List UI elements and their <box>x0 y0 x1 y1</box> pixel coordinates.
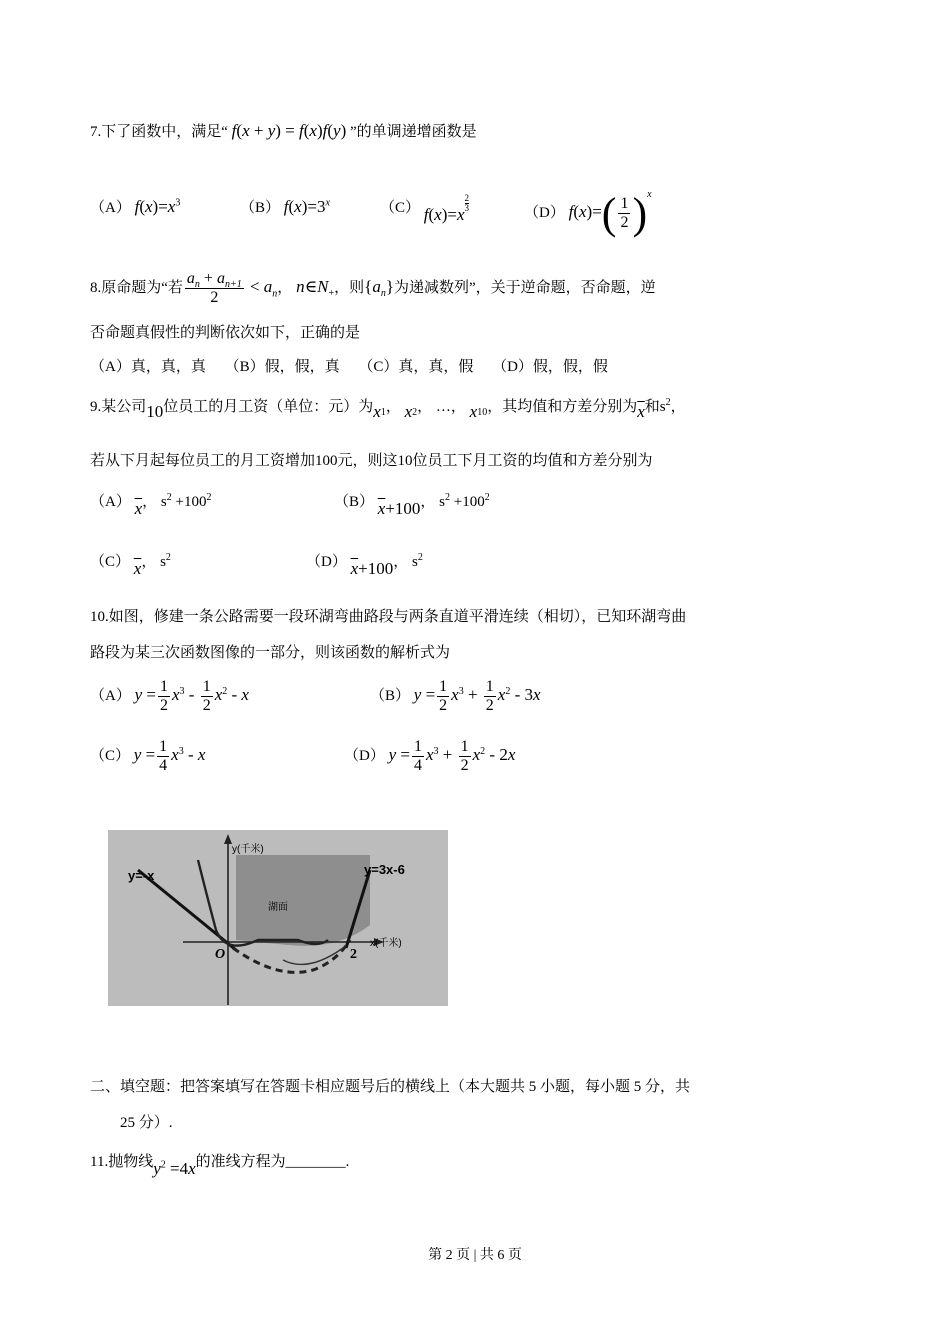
label-y-neg-x: y=-x <box>128 868 155 883</box>
q8-stem-suffix: 为递减数列”，关于逆命题，否命题，逆 <box>394 279 656 296</box>
q7-option-d: （D） f(x)=( $\frac{1}{2}$ )$^x$ <box>524 188 652 238</box>
q9-stem-mid: 位员工的月工资（单位：元）为 <box>163 399 374 415</box>
y-axis-label: y(千米) <box>232 844 264 855</box>
q7-condition-formula: f <box>231 121 237 140</box>
page-footer: 第 2 页 | 共 6 页 <box>428 1248 522 1263</box>
q9-stem-prefix: 9.某公司 <box>90 399 147 415</box>
lake-label: 湖面 <box>268 902 288 913</box>
q7-stem-suffix: ”的单调递增函数是 <box>350 124 477 140</box>
q8-fraction: $\frac{a_n + a_{n+1}}{2}$ <box>186 270 242 306</box>
q7-stem: 7.下了函数中，满足“ f(x + y) = f(x)f(y) ”的单调递增函数是 <box>90 121 477 140</box>
q10-line1: 10.如图，修建一条公路需要一段环湖弯曲路段与两条直道平滑连续（相切），已知环湖弯曲 <box>90 609 687 625</box>
q7-option-a: （A） $f(x)=x^3$ <box>90 197 181 216</box>
q10-line2: 路段为某三次函数图像的一部分，则该函数的解析式为 <box>90 645 451 661</box>
q10-figure-graph <box>108 830 448 1006</box>
q7-option-d-label: （D） <box>524 204 565 221</box>
q10-option-d-label: （D） <box>344 747 385 764</box>
q8-stem-then: ，则 <box>334 279 365 296</box>
q9-option-b-label: （B） <box>334 494 375 510</box>
q11-stem-suffix: 的准线方程为________. <box>195 1154 350 1170</box>
label-3x-6: y=3x-6 <box>364 862 405 877</box>
q9-option-c: （C） $\overline{x}$， $s^2$ <box>90 552 171 578</box>
q9-option-b: （B） $\overline{x}+100$， $s^2 +100^2$ <box>334 492 490 518</box>
q9-line2: 若从下月起每位员工的月工资增加100元，则这10位员工下月工资的均值和方差分别为 <box>90 453 653 469</box>
q9-option-d-label: （D） <box>306 554 347 570</box>
q7-option-b: （B） $f(x)=3^x$ <box>240 197 330 216</box>
q11-stem: 11.抛物线$y^2 =4x$的准线方程为________. <box>90 1154 350 1178</box>
q9-option-d: （D） $\overline{x}+100$， $s^2$ <box>306 552 423 578</box>
section2-line2: 25 分）. <box>120 1115 173 1131</box>
q8-line2: 否命题真假性的判断依次如下，正确的是 <box>90 325 361 341</box>
q9-option-a-label: （A） <box>90 494 131 510</box>
q7-option-b-label: （B） <box>240 200 281 216</box>
q9-stem-and: 和 <box>644 399 660 415</box>
q7-option-a-label: （A） <box>90 200 131 216</box>
q9-count: 10 <box>146 402 164 421</box>
q8-stem: 8.原命题为“若 $\frac{a_n + a_{n+1}}{2}$ < $a_n$， $n\in N_+$，则$\{a_n\}$为递减数列”，关于逆命题，否命题，逆 <box>90 270 656 306</box>
q10-option-a: （A） y = $\frac{1}{2}$ $x^3$ - $\frac{1}{2}$ $x^2$ - x <box>90 678 249 714</box>
x-axis-label: x(千米) <box>370 938 402 949</box>
q11-stem-prefix: 11.抛物线 <box>90 1154 154 1170</box>
q7-option-c-label: （C） <box>380 200 421 216</box>
q8-options: （A）真，真，真 （B）假，假，真 （C）真，真，假 （D）假，假，假 <box>90 359 608 375</box>
q10-option-b-label: （B） <box>370 687 411 704</box>
q10-option-d: （D） y = $\frac{1}{4}$ $x^3$ + $\frac{1}{2}$ $x^2 - 2x$ <box>344 738 516 774</box>
q10-option-c-label: （C） <box>90 747 131 764</box>
q9-option-a: （A） $\overline{x}$， $s^2 +100^2$ <box>90 492 212 518</box>
q10-option-a-label: （A） <box>90 687 131 704</box>
q9-stem-mean-var: ，其均值和方差分别为 <box>487 399 638 415</box>
q7-option-c: （C） f(x)=x $\frac{2}{3}$ <box>380 193 470 224</box>
q9-option-c-label: （C） <box>90 554 131 570</box>
q8-stem-prefix: 8.原命题为“若 <box>90 279 183 296</box>
origin-label: O <box>215 947 226 962</box>
q10-figure <box>108 830 448 1006</box>
tick-2-label: 2 <box>350 947 357 962</box>
q7-stem-prefix: 7.下了函数中，满足“ <box>90 124 228 140</box>
q10-option-c: （C） y = $\frac{1}{4}$ $x^3$ - x <box>90 738 206 774</box>
section2-line1: 二、填空题：把答案填写在答题卡相应题号后的横线上（本大题共 5 小题，每小题 5 分，共 <box>90 1079 691 1095</box>
q9-stem: 9.某公司10位员工的月工资（单位：元）为$x_1$， $x_2$， …， $x_{10}$，其均值和方差分别为$\overline{x}$和$s^2$， <box>90 397 686 421</box>
q10-option-b: （B） y = $\frac{1}{2}$ $x^3$ + $\frac{1}{2}$ $x^2 - 3x$ <box>370 678 541 714</box>
